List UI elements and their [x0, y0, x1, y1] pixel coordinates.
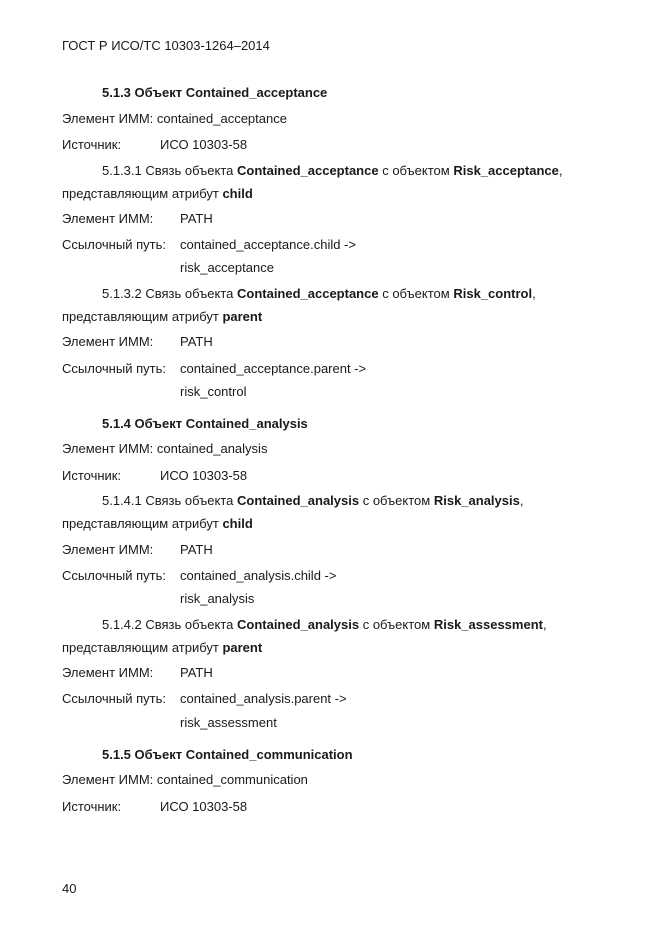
aim-label: Элемент ИММ: — [62, 542, 154, 557]
relation-heading — [102, 493, 523, 509]
relation-comma: , — [532, 286, 536, 301]
relation-entity: Contained_acceptance — [236, 286, 379, 301]
ref-path-line1: contained_analysis.child -> — [180, 568, 337, 583]
ref-path-label: Ссылочный путь: — [62, 568, 166, 583]
relation-number: 5.1.3.1 Связь объекта — [102, 163, 237, 178]
section-heading: 5.1.4 Объект Contained_analysis — [102, 416, 308, 431]
ref-path-line1: contained_analysis.parent -> — [180, 691, 347, 706]
relation-comma: , — [558, 163, 563, 178]
relation-entity: Contained_acceptance — [236, 163, 379, 178]
relation-number: 5.1.3.2 Связь объекта — [102, 286, 237, 301]
relation-attribute — [62, 640, 262, 656]
ref-path-label: Ссылочный путь: — [62, 237, 166, 252]
ref-path-line2: risk_acceptance — [180, 260, 274, 275]
relation-number: 5.1.4.1 Связь объекта — [102, 493, 237, 508]
attribute-name: parent — [222, 309, 263, 324]
relation-attribute — [62, 186, 253, 202]
ref-path-line2: risk_assessment — [180, 715, 277, 730]
relation-mid: с объектом — [359, 493, 434, 508]
source-label: Источник: — [62, 799, 122, 814]
aim-label: Элемент ИММ: — [62, 211, 154, 226]
relation-mid: с объектом — [378, 163, 454, 178]
aim-label: Элемент ИММ: — [62, 334, 154, 349]
ref-path-line2: risk_analysis — [180, 591, 255, 606]
relation-target: Risk_acceptance — [453, 163, 559, 178]
page-header: ГОСТ Р ИСО/ТС 10303-1264–2014 — [62, 38, 270, 53]
source-value: ИСО 10303-58 — [160, 137, 248, 152]
ref-path-label: Ссылочный путь: — [62, 361, 166, 376]
ref-path-label: Ссылочный путь: — [62, 691, 166, 706]
relation-entity: Contained_analysis — [236, 493, 360, 508]
relation-comma: , — [519, 493, 524, 508]
ref-path-line1: contained_acceptance.child -> — [180, 237, 356, 252]
relation-attribute — [62, 516, 253, 532]
section-heading: 5.1.5 Объект Contained_communication — [102, 747, 353, 762]
aim-value: PATH — [180, 542, 213, 557]
attribute-name: child — [222, 516, 253, 531]
attribute-prefix: представляющим атрибут — [62, 516, 223, 531]
attribute-prefix: представляющим атрибут — [62, 640, 223, 655]
attribute-name: child — [222, 186, 253, 201]
aim-value: PATH — [180, 211, 213, 226]
attribute-name: parent — [222, 640, 263, 655]
relation-mid: с объектом — [378, 286, 454, 301]
relation-mid: с объектом — [359, 617, 434, 632]
source-label: Источник: — [62, 468, 122, 483]
aim-value: PATH — [180, 334, 213, 349]
aim-element-line: Элемент ИММ: contained_communication — [62, 772, 308, 787]
attribute-prefix: представляющим атрибут — [62, 186, 223, 201]
relation-number: 5.1.4.2 Связь объекта — [102, 617, 237, 632]
relation-heading — [102, 617, 547, 633]
relation-attribute — [62, 309, 262, 325]
attribute-prefix: представляющим атрибут — [62, 309, 223, 324]
relation-target: Risk_assessment — [433, 617, 543, 632]
relation-target: Risk_control — [453, 286, 533, 301]
source-value: ИСО 10303-58 — [160, 799, 248, 814]
aim-element-line: Элемент ИММ: contained_acceptance — [62, 111, 287, 126]
relation-comma: , — [542, 617, 547, 632]
page-number: 40 — [62, 881, 77, 896]
section-heading: 5.1.3 Объект Contained_acceptance — [102, 85, 328, 100]
relation-entity: Contained_analysis — [236, 617, 360, 632]
aim-element-line: Элемент ИММ: contained_analysis — [62, 441, 268, 456]
relation-heading — [102, 286, 536, 302]
source-value: ИСО 10303-58 — [160, 468, 248, 483]
ref-path-line2: risk_control — [180, 384, 247, 399]
source-label: Источник: — [62, 137, 122, 152]
aim-label: Элемент ИММ: — [62, 665, 154, 680]
aim-value: PATH — [180, 665, 213, 680]
relation-heading — [102, 163, 562, 179]
ref-path-line1: contained_acceptance.parent -> — [180, 361, 367, 376]
relation-target: Risk_analysis — [433, 493, 520, 508]
